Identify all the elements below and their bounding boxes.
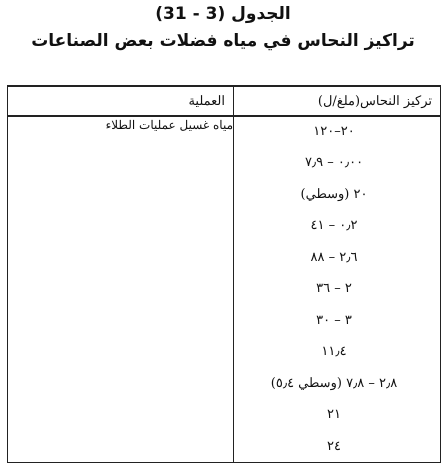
concentration-value: ٢٠–١٢٠ (313, 124, 355, 139)
concentration-value: ٢ – ٣٦ (316, 281, 352, 296)
concentration-value: ٣ – ٣٠ (316, 312, 352, 328)
table-row (8, 116, 441, 463)
concentration-value: ١١٫٤ (321, 344, 347, 359)
concentration-value: ٢٤ (327, 438, 341, 454)
header-process: العملية (8, 86, 234, 116)
concentration-cell (234, 116, 441, 463)
table-header-row (8, 86, 441, 116)
table-number: الجدول (3 - 31) (155, 4, 291, 24)
table-title: تراكيز النحاس في مياه فضلات بعض الصناعات (31, 31, 415, 51)
process-cell: مياه غسيل عمليات الطلاء (8, 116, 234, 463)
copper-concentration-table (7, 85, 441, 463)
header-concentration: تركيز النحاس(ملغ/ل) (234, 86, 441, 116)
concentration-value: ٠٫٢ – ٤١ (310, 218, 358, 233)
concentration-value: ٠٫٠٠ – ٧٫٩ (304, 155, 364, 170)
concentration-value: ٢١ (327, 407, 341, 422)
concentration-list (234, 117, 440, 462)
concentration-value: ٢٫٦ – ٨٨ (310, 249, 358, 265)
concentration-value: ٢٠ (وسطي) (300, 186, 368, 202)
concentration-value: ٢٫٨ – ٧٫٨ (وسطي ٥٫٤) (270, 375, 398, 391)
